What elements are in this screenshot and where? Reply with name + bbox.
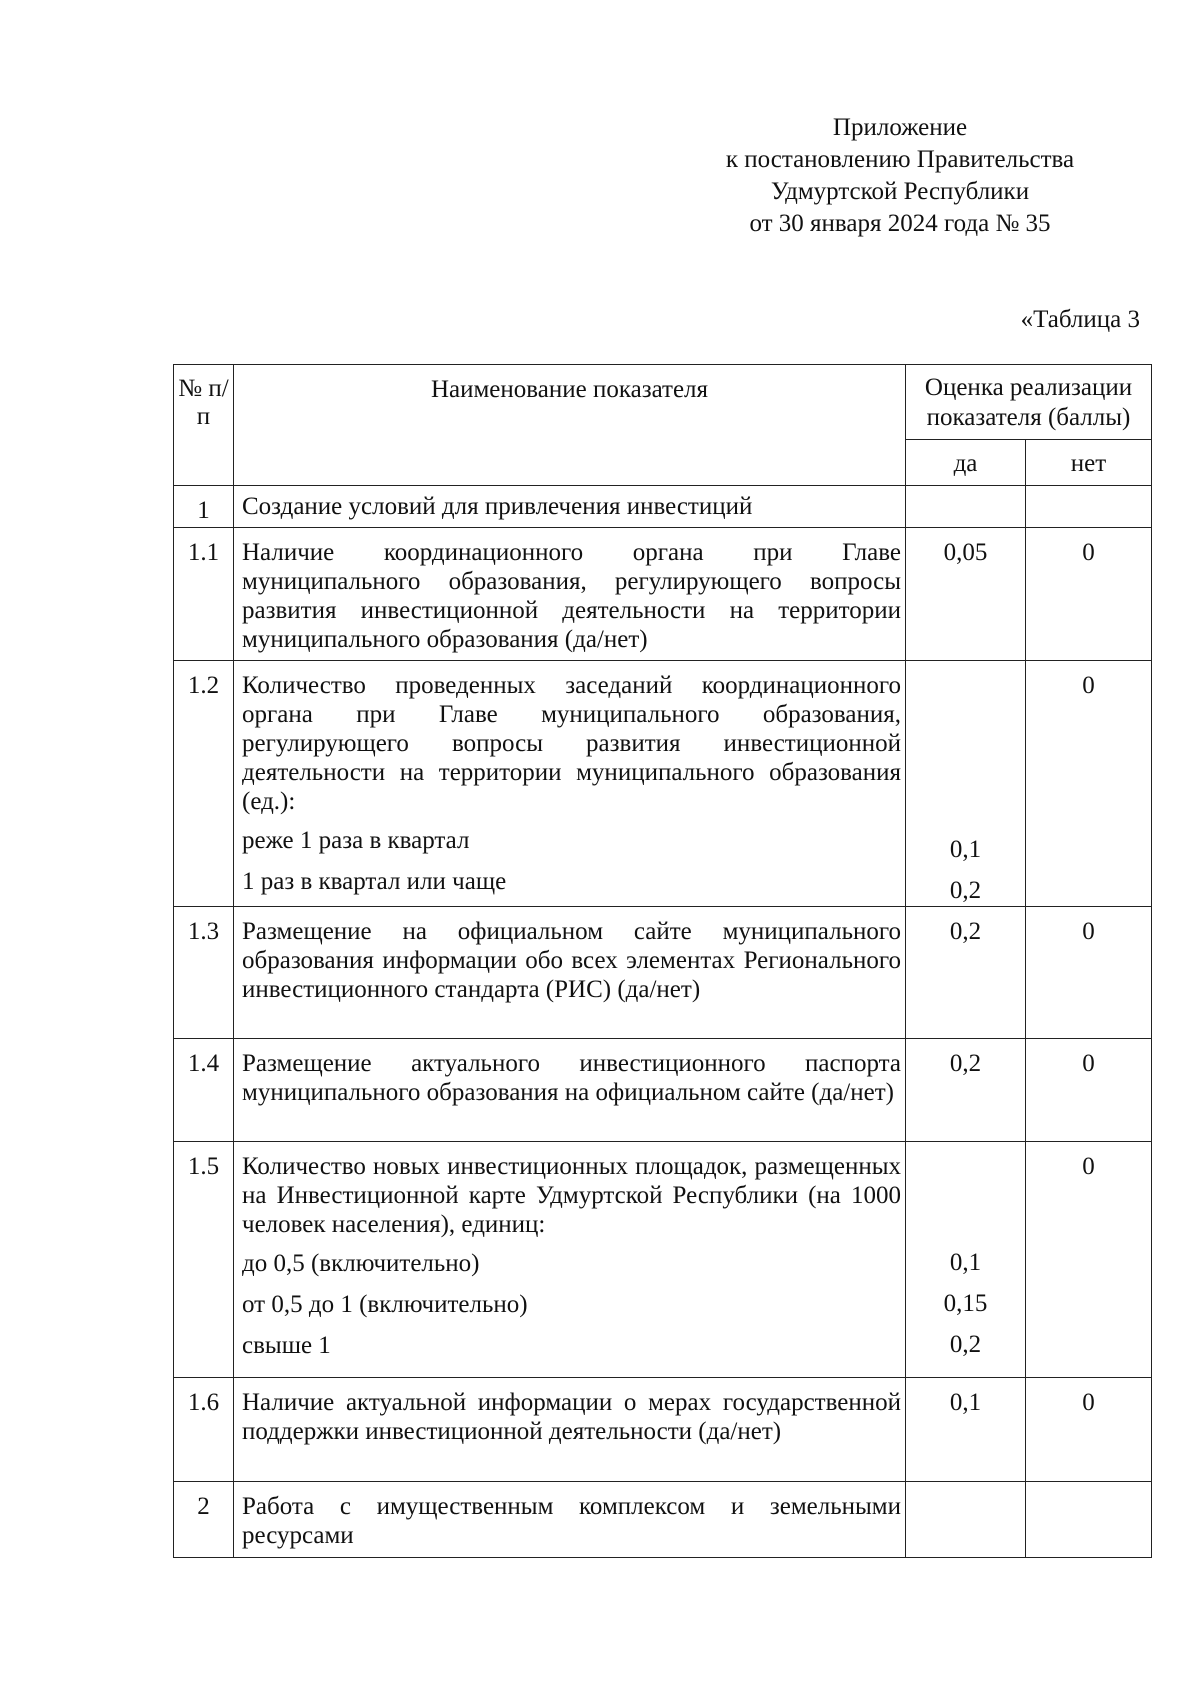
table-header-row [174,365,1152,440]
table-row: 1.6 Наличие актуальной информации о мерах государственной поддержки инвестиционной деятельности (да/нет) 0,1 0 [174,1378,1152,1482]
header-yes: да [906,440,1026,486]
appendix-line-3: Удмуртской Республики [770,178,1030,205]
header-score: Оценка реализации показателя (баллы) [906,365,1152,440]
table-row: 1.5 Количество новых инвестиционных площадок, размещенных на Инвестиционной карте Удмуртской Республики (на 1000 человек населения), единиц: до 0,5 (включительно) от 0,5 до 1 (включительно) свыше 1 0,1 0,15 0,2 0 [174,1142,1152,1378]
appendix-line-2: к постановлению Правительства [725,146,1075,173]
indicators-table [173,364,1152,1558]
appendix-line-4: от 30 января 2024 года № 35 [749,210,1051,237]
header-num: № п/п [174,365,234,486]
appendix-line-1: Приложение [832,114,968,141]
table-row: 1.1 Наличие координационного органа при Главе муниципального образования, регулирующего вопросы развития инвестиционной деятельности на территории муниципального образования (да/нет) 0,05 0 [174,528,1152,661]
header-name: Наименование показателя [234,365,906,486]
header-no: нет [1026,440,1152,486]
table-row: 1.4 Размещение актуального инвестиционного паспорта муниципального образования на официальном сайте (да/нет) 0,2 0 [174,1039,1152,1142]
appendix-header [680,112,1120,240]
table-row: 1.2 Количество проведенных заседаний координационного органа при Главе муниципального образования, регулирующего вопросы развития инвестиционной деятельности на территории муниципального образования (ед.): реже 1 раза в квартал 1 раз в квартал или чаще 0,1 0,2 0 [174,661,1152,907]
table-caption: «Таблица 3 [1020,306,1140,333]
table-row: 1.3 Размещение на официальном сайте муниципального образования информации обо всех элементах Регионального инвестиционного стандарта (РИС) (да/нет) 0,2 0 [174,907,1152,1039]
table-row: 2 Работа с имущественным комплексом и земельными ресурсами [174,1482,1152,1558]
table-row: 1 Создание условий для привлечения инвестиций [174,486,1152,528]
